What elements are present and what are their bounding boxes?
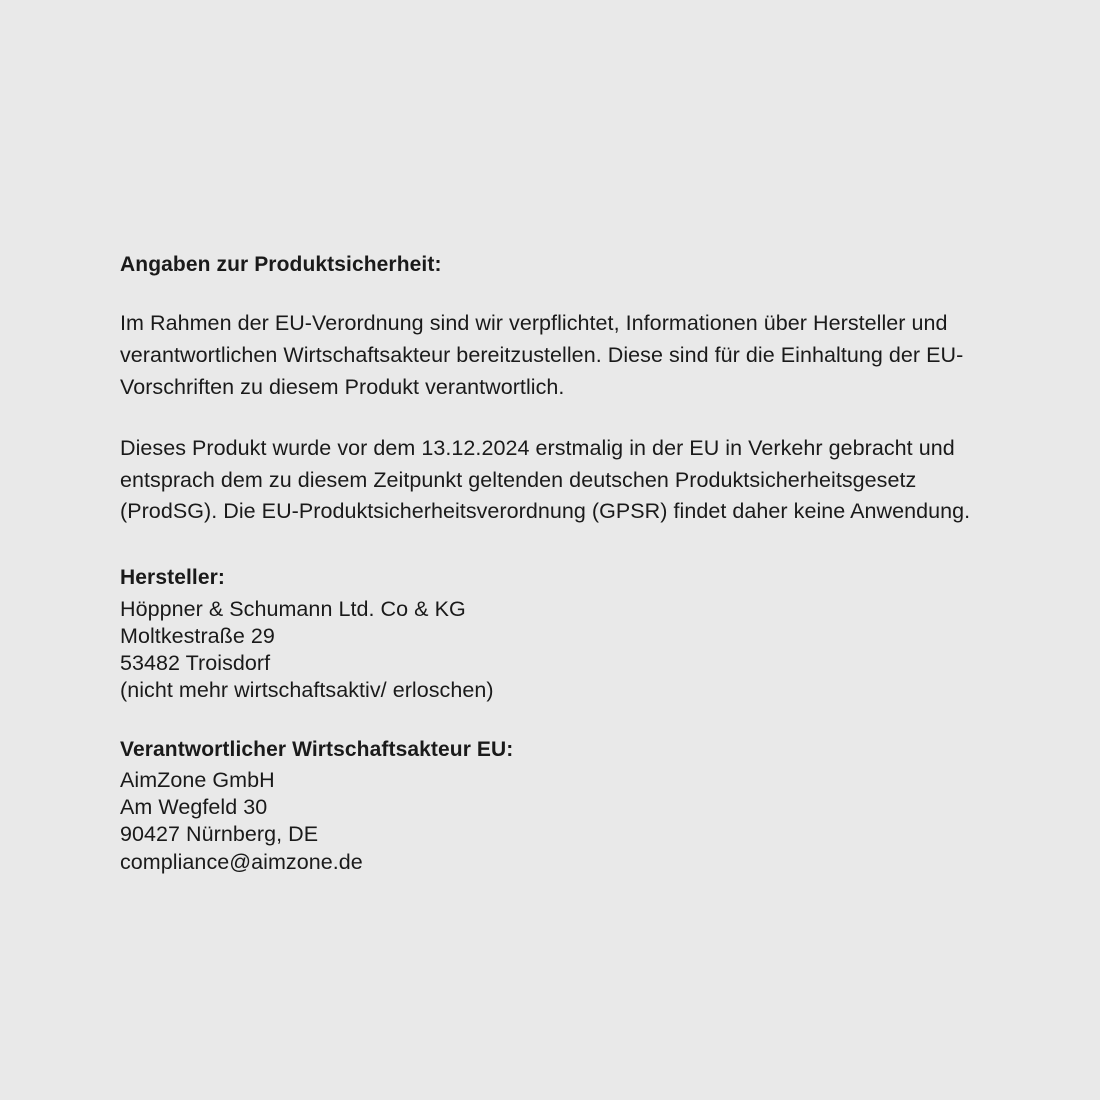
manufacturer-status-note: (nicht mehr wirtschaftsaktiv/ erloschen) bbox=[120, 677, 494, 702]
manufacturer-block bbox=[120, 562, 1000, 704]
responsible-operator-email: compliance@aimzone.de bbox=[120, 849, 363, 874]
responsible-operator-street: Am Wegfeld 30 bbox=[120, 795, 268, 820]
responsible-operator-block bbox=[120, 734, 1000, 876]
responsible-operator-city: 90427 Nürnberg, DE bbox=[120, 822, 319, 847]
manufacturer-name: Höppner & Schumann Ltd. Co & KG bbox=[120, 596, 466, 621]
manufacturer-street: Moltkestraße 29 bbox=[120, 623, 275, 648]
manufacturer-city: 53482 Troisdorf bbox=[120, 650, 271, 675]
document-content bbox=[120, 250, 1000, 876]
responsible-operator-title: Verantwortlicher Wirtschaftsakteur EU: bbox=[120, 737, 514, 761]
responsible-operator-name: AimZone GmbH bbox=[120, 768, 275, 793]
intro-paragraph: Im Rahmen der EU-Verordnung sind wir verpflichtet, Informationen über Hersteller und verantwortlichen Wirtschaftsakteur bereitzustellen. Diese sind für die Einhaltung der EU-Vorschriften zu diesem Produkt verantwortlich. bbox=[120, 311, 964, 399]
manufacturer-title: Hersteller: bbox=[120, 566, 225, 589]
gpsr-exemption-paragraph: Dieses Produkt wurde vor dem 13.12.2024 erstmalig in der EU in Verkehr gebracht und entsprach dem zu diesem Zeitpunkt geltenden deutschen Produktsicherheitsgesetz (ProdSG). Die EU-Produktsicherheitsverordnung (GPSR) findet daher keine Anwendung. bbox=[120, 436, 971, 524]
page-title: Angaben zur Produktsicherheit: bbox=[120, 253, 442, 276]
